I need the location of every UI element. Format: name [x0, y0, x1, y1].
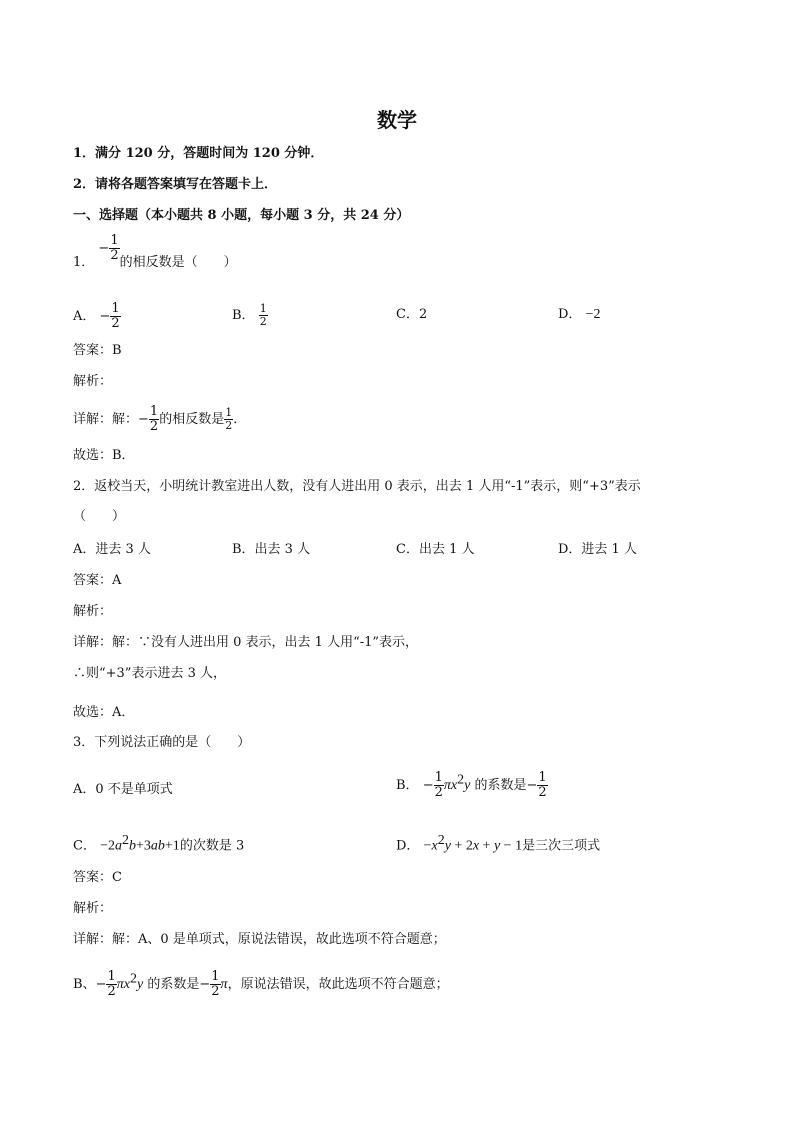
q2-option-c: C．出去 1 人 [396, 542, 475, 557]
q1-option-b: B． $\frac{1}{2}$ [232, 302, 267, 328]
question-3-stem: 3．下列说法正确的是（ ） [73, 735, 251, 750]
q3-answer: 答案：C [73, 870, 122, 885]
q3-option-c: C． $-2a^2b+3ab+1$的次数是 3 [73, 833, 245, 854]
q2-option-d: D．进去 1 人 [558, 542, 637, 557]
q3-detail-line1: 详解：解：A、0 是单项式，原说法错误，故此选项不符合题意； [73, 932, 446, 947]
q1-conclusion: 故选：B． [73, 448, 135, 463]
q1-option-a: A． − $\frac{1}{2}$ [73, 301, 120, 331]
q3-option-b: B． − $\frac{1}{2}$ $\pi x^2y$ 的系数是− $\frac{1}{2}$ [396, 770, 547, 800]
q3-option-a: A．0 不是单项式 [73, 782, 173, 797]
q2-detail-line1: 详解：解：∵没有人进出用 0 表示，出去 1 人用“-1”表示， [73, 635, 419, 650]
q2-option-a: A．进去 3 人 [73, 542, 151, 557]
instruction-1: 1．满分 120 分，答题时间为 120 分钟． [73, 146, 324, 161]
question-1-stem: 1． − $\frac{1}{2}$ 的相反数是（ ） [73, 233, 237, 270]
neg-half-fraction: − $\frac{1}{2}$ [98, 233, 119, 263]
q1-option-c: C．2 [396, 307, 428, 322]
q3-analysis-label: 解析： [73, 901, 113, 916]
q2-conclusion: 故选：A． [73, 705, 135, 720]
question-2-stem-line1: 2．返校当天，小明统计教室进出人数，没有人进出用 0 表示，出去 1 人用“-1”表示，则“+3”表示 [73, 479, 641, 494]
question-2-stem-line2: （ ） [73, 509, 126, 524]
q2-answer: 答案：A [73, 573, 122, 588]
section-heading: 一、选择题（本小题共 8 小题，每小题 3 分，共 24 分） [73, 208, 410, 223]
q1-detail: 详解：解：− $\frac{1}{2}$ 的相反数是 $\frac{1}{2}$ ． [73, 404, 247, 434]
instruction-2: 2．请将各题答案填写在答题卡上． [73, 177, 278, 192]
q3-detail-line2: B、− $\frac{1}{2}$ $\pi x^2y$ 的系数是− $\frac{1}{2}$ π，原说法错误，故此选项不符合题意； [73, 969, 449, 999]
q1-option-d: D． −2 [558, 307, 601, 322]
page-title: 数学 [377, 108, 417, 132]
q1-analysis-label: 解析： [73, 374, 113, 389]
q3-option-d: D． $-x^2y + 2x + y - 1$是三次三项式 [396, 833, 601, 854]
q2-detail-line2: ∴则“+3”表示进去 3 人， [73, 666, 226, 681]
q2-analysis-label: 解析： [73, 604, 113, 619]
q1-answer: 答案：B [73, 343, 122, 358]
q2-option-b: B．出去 3 人 [232, 542, 311, 557]
